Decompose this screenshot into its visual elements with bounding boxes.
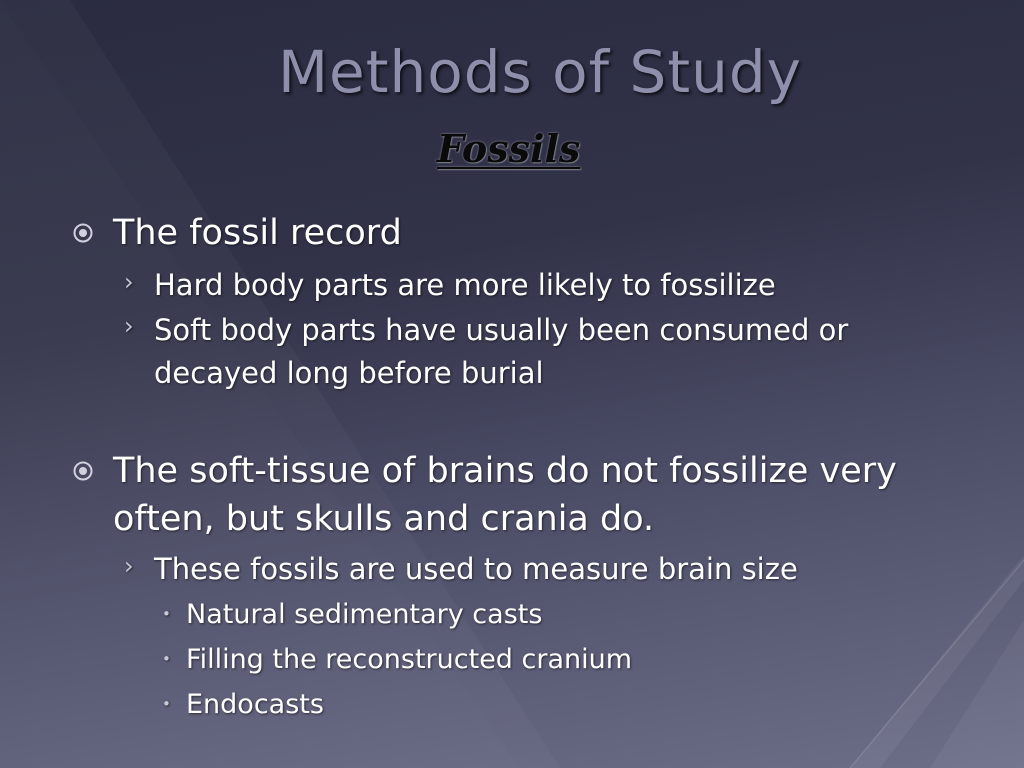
bullet-level2: Soft body parts have usually been consumed or decayed long before burial (154, 313, 849, 390)
small-dot-icon: • (162, 605, 171, 623)
small-dot-icon: • (162, 650, 171, 668)
chevron-right-icon: › (124, 552, 134, 580)
circled-dot-icon (72, 222, 94, 244)
chevron-right-icon: › (124, 312, 134, 340)
slide-subtitle: Fossils (437, 126, 581, 171)
bullet-level3: Endocasts (186, 689, 324, 720)
bullet-level2: Hard body parts are more likely to fossilize (154, 268, 776, 302)
bullet-level3: Filling the reconstructed cranium (186, 644, 633, 675)
chevron-right-icon: › (124, 268, 134, 296)
bullet-level3: Natural sedimentary casts (186, 599, 543, 630)
slide-title: Methods of Study (278, 38, 802, 106)
small-dot-icon: • (162, 695, 171, 713)
bullet-level1: The fossil record (113, 213, 402, 253)
bullet-level2: These fossils are used to measure brain size (154, 552, 798, 586)
circled-dot-icon (72, 460, 94, 482)
bullet-level1: The soft-tissue of brains do not fossilize very often, but skulls and crania do. (113, 451, 897, 539)
